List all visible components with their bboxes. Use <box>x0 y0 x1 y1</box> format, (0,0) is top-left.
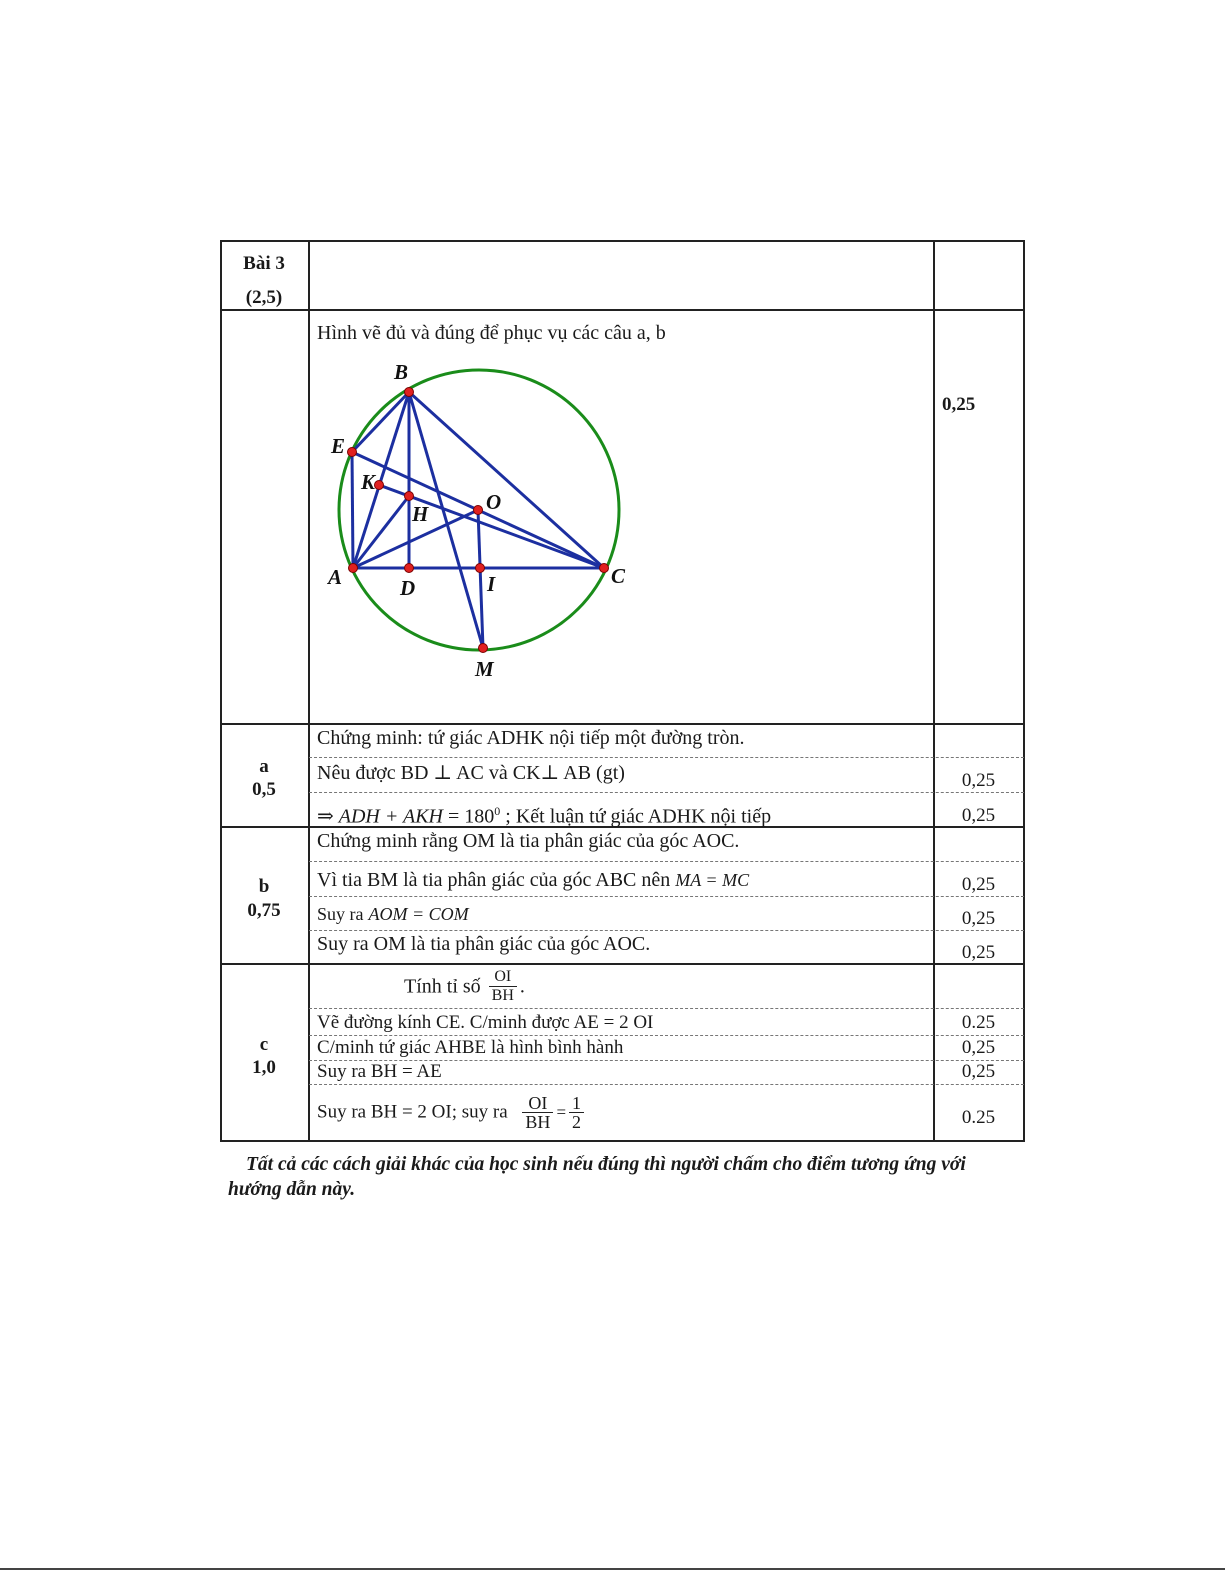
subrow-divider <box>309 1035 1024 1036</box>
fraction-oi-bh <box>489 968 517 1005</box>
part-c-line4-text: Suy ra BH = 2 OI; suy ra <box>317 1101 508 1123</box>
point-K <box>375 481 384 490</box>
part-b-line3: Suy ra OM là tia phân giác của góc AOC. <box>317 933 651 955</box>
part-b-label: b <box>258 876 270 897</box>
part-c-line3: Suy ra BH = AE <box>317 1061 442 1082</box>
fraction-oi-bh-result <box>522 1094 553 1131</box>
part-a-line2 <box>317 800 771 828</box>
label-B: B <box>394 360 409 384</box>
figure-score: 0,25 <box>942 394 976 415</box>
part-a-conclusion: ; Kết luận tứ giác ADHK nội tiếp <box>500 805 772 828</box>
part-c-label: c <box>259 1034 269 1055</box>
fraction-numerator: OI <box>522 1094 553 1113</box>
point-B <box>405 388 414 397</box>
part-b-title: Chứng minh rằng OM là tia phân giác của góc AOC. <box>317 830 740 852</box>
subrow-divider <box>309 792 1024 793</box>
table-col-divider-1 <box>308 240 310 1142</box>
segment-AH <box>353 496 409 568</box>
part-a-title: Chứng minh: tứ giác ADHK nội tiếp một đường tròn. <box>317 727 745 749</box>
label-K: K <box>361 470 376 494</box>
part-b-line1-math: MA = MC <box>675 870 750 890</box>
part-b-score-2: 0,25 <box>961 908 996 929</box>
point-H <box>405 492 414 501</box>
equals-sign: = <box>556 1102 567 1122</box>
degree-superscript: 0 <box>494 804 501 818</box>
point-M <box>479 644 488 653</box>
fraction-numerator: 1 <box>569 1094 584 1113</box>
part-b-line2-text: Suy ra <box>317 904 364 924</box>
label-M: M <box>475 657 494 681</box>
part-c-title-period: . <box>519 975 525 998</box>
part-c-score-3: 0,25 <box>961 1061 996 1082</box>
table-col-divider-2 <box>933 240 935 1142</box>
part-c-points: 1,0 <box>252 1057 276 1078</box>
subrow-divider <box>309 930 1024 931</box>
segment-EA <box>352 452 353 568</box>
table-row-divider <box>220 309 1025 311</box>
part-b-score-1: 0,25 <box>961 874 996 895</box>
table-row-divider <box>220 963 1025 965</box>
part-c-score-1: 0.25 <box>961 1012 996 1033</box>
table-border-top <box>220 240 1025 242</box>
fraction-numerator: OI <box>489 968 517 987</box>
point-E <box>348 448 357 457</box>
part-a-score-2: 0,25 <box>961 805 996 826</box>
fraction-denominator: BH <box>525 1112 551 1132</box>
subrow-divider <box>309 1084 1024 1085</box>
figure-instruction: Hình vẽ đủ và đúng để phục vụ các câu a, b <box>317 322 666 344</box>
label-A: A <box>328 565 343 589</box>
table-border-right <box>1023 240 1025 1142</box>
part-b-points: 0,75 <box>247 900 281 921</box>
angle-sum-expression: ADH + AKH <box>338 805 444 828</box>
part-c-line4 <box>317 1094 587 1131</box>
label-C: C <box>611 564 626 588</box>
subrow-divider <box>309 896 1024 897</box>
part-c-title <box>404 968 525 1005</box>
segment-OM <box>478 510 483 648</box>
table-border-bottom <box>220 1140 1025 1142</box>
part-b-line2 <box>317 903 469 925</box>
subrow-divider <box>309 861 1024 862</box>
label-E: E <box>331 434 346 458</box>
geometry-figure <box>320 355 640 685</box>
part-a-points: 0,5 <box>252 779 276 800</box>
part-b-score-3: 0,25 <box>961 942 996 963</box>
angle-sum-value: = 180 <box>443 805 495 828</box>
page-bottom-rule <box>0 1568 1225 1570</box>
part-b-line2-math: AOM = COM <box>368 904 469 924</box>
part-c-line2: C/minh tứ giác AHBE là hình bình hành <box>317 1037 624 1058</box>
point-D <box>405 564 414 573</box>
label-D: D <box>400 576 416 600</box>
part-b-line1-text: Vì tia BM là tia phân giác của góc ABC nên <box>317 869 671 891</box>
point-O <box>474 506 483 515</box>
part-c-score-2: 0,25 <box>961 1037 996 1058</box>
fraction-denominator: 2 <box>572 1112 582 1132</box>
table-border-left <box>220 240 222 1142</box>
subrow-divider <box>309 757 1024 758</box>
part-a-score-1: 0,25 <box>961 770 996 791</box>
label-I: I <box>487 572 496 596</box>
fraction-denominator: BH <box>491 987 514 1004</box>
point-I <box>476 564 485 573</box>
segment-BC <box>409 392 604 568</box>
grading-note: Tất cả các cách giải khác của học sinh nếu đúng thì người chấm cho điểm tương ứng với hướng dẫn này. <box>228 1154 966 1200</box>
fraction-one-half <box>569 1094 584 1131</box>
label-H: H <box>412 502 429 526</box>
exercise-points: (2,5) <box>245 287 283 308</box>
point-A <box>349 564 358 573</box>
part-c-title-text: Tính tỉ số <box>404 975 481 998</box>
part-c-score-4: 0.25 <box>961 1107 996 1128</box>
triangle-lines <box>352 392 604 648</box>
implies-symbol: ⇒ <box>317 805 334 828</box>
part-a-label: a <box>259 756 269 777</box>
subrow-divider <box>309 1008 1024 1009</box>
part-b-line1 <box>317 869 749 891</box>
part-a-line1: Nêu được BD ⊥ AC và CK⊥ AB (gt) <box>317 762 625 784</box>
exercise-label: Bài 3 <box>243 253 285 274</box>
point-C <box>600 564 609 573</box>
table-row-divider <box>220 723 1025 725</box>
label-O: O <box>486 490 502 514</box>
part-c-line1: Vẽ đường kính CE. C/minh được AE = 2 OI <box>317 1012 654 1033</box>
